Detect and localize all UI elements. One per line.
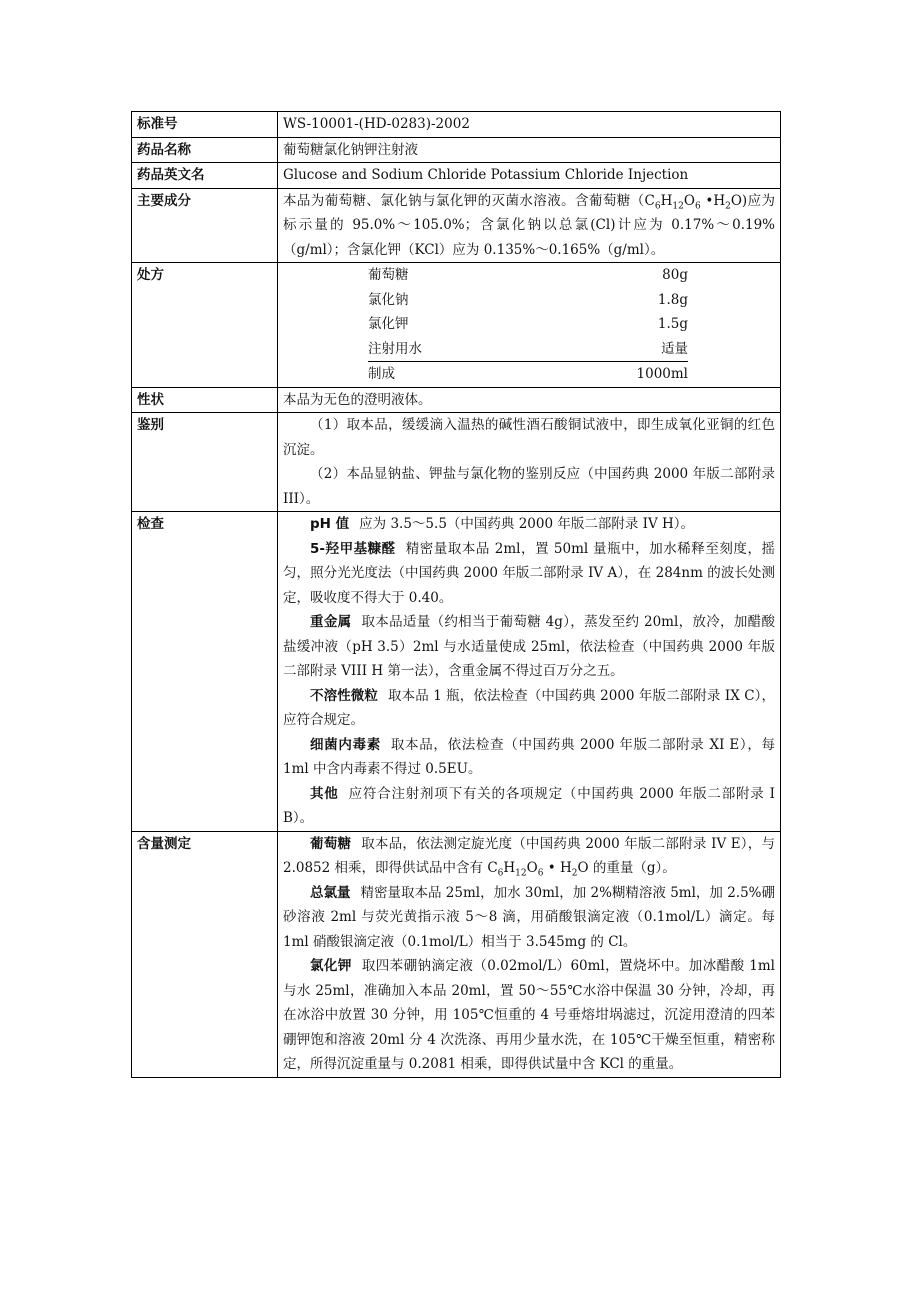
assay-total-chlorine-keyword: 总氯量 (310, 884, 351, 901)
assay-kcl-keyword: 氯化钾 (310, 958, 352, 974)
assay-glucose-keyword: 葡萄糖 (310, 835, 352, 852)
identification-item-1: （1）取本品，缓缓滴入温热的碱性酒石酸铜试液中，即生成氧化亚铜的红色沉淀。 (283, 417, 775, 458)
test-ph-text: 应为 3.5～5.5（中国药典 2000 年版二部附录 IV H）。 (359, 516, 695, 532)
value-tests (278, 512, 781, 832)
formula-ingredient: 注射用水 (368, 340, 422, 357)
test-other (283, 782, 775, 831)
row-standard-no (132, 112, 781, 138)
test-endotoxin-keyword: 细菌内毒素 (310, 736, 381, 753)
label-formula: 处方 (132, 263, 278, 388)
test-ph-keyword: pH 值 (310, 516, 350, 532)
value-assay (278, 831, 781, 1077)
formula-ingredient: 葡萄糖 (368, 267, 409, 283)
formula-amount: 1.8g (657, 291, 688, 308)
assay-kcl (283, 954, 775, 1077)
formula-item (368, 288, 688, 313)
test-heavy-metal (283, 610, 775, 684)
row-tests (132, 512, 781, 832)
row-formula (132, 263, 781, 388)
label-tests: 检查 (132, 512, 278, 832)
row-character (132, 387, 781, 413)
row-assay (132, 831, 781, 1077)
formula-total-amount: 1000ml (532, 362, 688, 387)
value-composition: 本品为葡萄糖、氯化钠与氯化钾的灭菌水溶液。含葡萄糖（$C_6H_{12}O_6$ $•H_2O$)应为标示量的 95.0%～105.0%；含氯化钠以总氯(Cl)计应为 0.17%～0.19%（g/ml）；含氯化钾（KCl）应为 0.135%～0.165%（g/ml）。 (278, 188, 781, 263)
row-identification (132, 413, 781, 512)
label-composition: 主要成分 (132, 188, 278, 263)
formula-item (368, 312, 688, 337)
label-standard-no: 标准号 (132, 112, 278, 138)
drug-spec-table (131, 111, 781, 1078)
label-drug-name: 药品名称 (132, 137, 278, 163)
formula-amount: 80g (662, 267, 688, 283)
test-hmf (283, 537, 775, 611)
formula-ingredient: 氯化钠 (368, 291, 409, 308)
test-ph (283, 512, 775, 537)
assay-total-chlorine-text: 精密量取本品 25ml，加水 30ml，加 2%糊精溶液 5ml，加 2.5%硼砂溶液 2ml 与荧光黄指示液 5～8 滴，用硝酸银滴定液（0.1mol/L）滴定。每 1ml 硝酸银滴定液（0.1mol/L）相当于 3.545mg 的 Cl。 (283, 884, 776, 950)
label-identification: 鉴别 (132, 413, 278, 512)
identification-item-2: （2）本品显钠盐、钾盐与氯化物的鉴别反应（中国药典 2000 年版二部附录 III）。 (283, 466, 775, 507)
test-heavy-metal-keyword: 重金属 (310, 614, 352, 630)
formula-table (368, 263, 688, 387)
value-english-name: Glucose and Sodium Chloride Potassium Chloride Injection (278, 163, 781, 189)
row-drug-name (132, 137, 781, 163)
row-composition (132, 188, 781, 263)
test-endotoxin-text: 取本品，依法检查（中国药典 2000 年版二部附录 XI E），每 1ml 中含内毒素不得过 0.5EU。 (283, 736, 775, 777)
value-character: 本品为无色的澄明液体。 (278, 387, 781, 413)
test-particulate-keyword: 不溶性微粒 (310, 687, 378, 704)
label-english-name: 药品英文名 (132, 163, 278, 189)
assay-glucose: 葡萄糖 取本品，依法测定旋光度（中国药典 2000 年版二部附录 IV E），与 2.0852 相乘，即得供试品中含有 $C_6H_{12}O_6$ • $H_2O$ 的重量（g）。 (283, 835, 775, 879)
formula-amount: 适量 (661, 340, 688, 357)
test-other-keyword: 其他 (310, 785, 339, 802)
value-formula (278, 263, 781, 388)
formula-total (368, 362, 688, 387)
row-english-name (132, 163, 781, 189)
formula-ingredient: 氯化钾 (368, 316, 409, 332)
test-endotoxin (283, 733, 775, 782)
test-hmf-text: 精密量取本品 2ml，置 50ml 量瓶中，加水稀释至刻度，摇匀，照分光光度法（中国药典 2000 年版二部附录 IV A），在 284nm 的波长处测定，吸收度不得大于 0.40。 (283, 540, 775, 606)
assay-kcl-text: 取四苯硼钠滴定液（0.02mol/L）60ml，置烧坏中。加冰醋酸 1ml 与水 25ml，准确加入本品 20ml，置 50～55℃水浴中保温 30 分钟，冷却，再在冰浴中放置 30 分钟，用 105℃恒重的 4 号垂熔坩埚滤过，沉淀用澄清的四苯硼钾饱和溶液 20ml 分 4 次洗涤、再用少量水洗，在 105℃干燥至恒重，精密称定，所得沉淀重量与 0.2081 相乘，即得供试量中含 KCl 的重量。 (283, 958, 775, 1072)
formula-item (368, 263, 688, 288)
assay-total-chlorine (283, 881, 775, 955)
value-identification (278, 413, 781, 512)
formula-item (368, 337, 688, 362)
formula-amount: 1.5g (657, 316, 688, 332)
test-other-text: 应符合注射剂项下有关的各项规定（中国药典 2000 年版二部附录 I B）。 (283, 785, 776, 826)
label-assay: 含量测定 (132, 831, 278, 1077)
value-drug-name: 葡萄糖氯化钠钾注射液 (278, 137, 781, 163)
formula-total-label: 制成 (368, 362, 532, 387)
test-hmf-keyword: 5-羟甲基糠醛 (310, 540, 396, 557)
test-particulate (283, 684, 775, 733)
label-character: 性状 (132, 387, 278, 413)
value-standard-no: WS-10001-(HD-0283)-2002 (278, 112, 781, 138)
test-particulate-text: 取本品 1 瓶，依法检查（中国药典 2000 年版二部附录 IX C），应符合规定。 (283, 687, 775, 728)
test-heavy-metal-text: 取本品适量（约相当于葡萄糖 4g），蒸发至约 20ml，放冷，加醋酸盐缓冲液（pH 3.5）2ml 与水适量使成 25ml，依法检查（中国药典 2000 年版二部附录 VIII H 第一法），含重金属不得过百万分之五。 (283, 614, 775, 679)
